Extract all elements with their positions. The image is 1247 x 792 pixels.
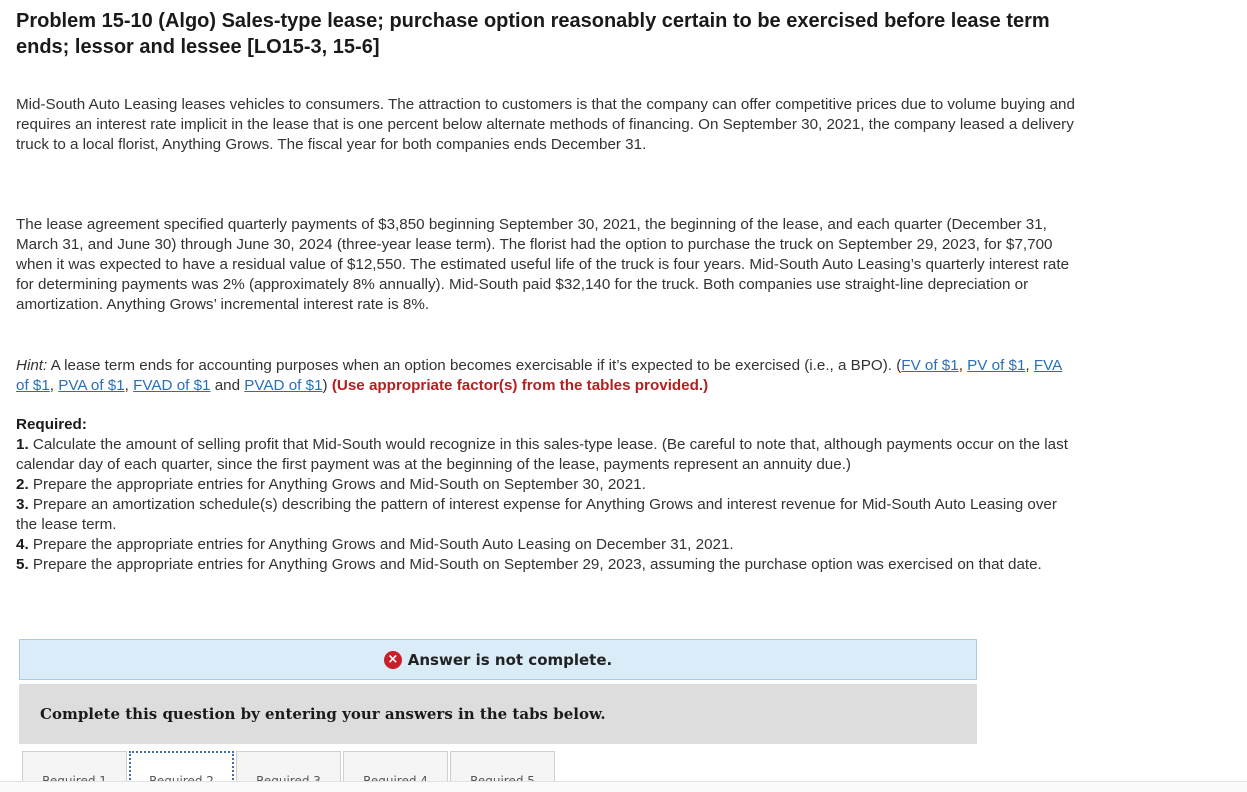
required-item-3: Prepare an amortization schedule(s) describing the pattern of interest expense for Anything Grows and interest revenue for Mid-South Auto Leasing over the lease term. [16,496,1057,533]
factor-warning: (Use appropriate factor(s) from the tables provided.) [331,377,709,394]
pv-table-link[interactable]: PV of $1 [967,357,1026,374]
hint-text: A lease term ends for accounting purposes when an option becomes exercisable if it’s expected to be exercised (i.e., a BPO). ( [47,357,902,374]
required-item-5: Prepare the appropriate entries for Anything Grows and Mid-South on September 29, 2023, assuming the purchase option was exercised on that date. [28,556,1042,573]
required-item-2: Prepare the appropriate entries for Anything Grows and Mid-South on September 30, 2021. [28,476,646,493]
required-item-5-num: 5. [16,556,29,573]
required-label: Required: [16,416,87,433]
page-bottom-divider [0,781,1247,792]
pva-table-link[interactable]: PVA of $1 [58,377,125,394]
intro-paragraph: Mid-South Auto Leasing leases vehicles to consumers. The attraction to customers is that the company can offer competitive prices due to volume buying and requires an interest rate implicit in the lease that is one percent below alternate methods of financing. On September 30, 2021, the company leased a delivery truck to a local florist, Anything Grows. The fiscal year for both companies ends December 31. [16,96,1075,153]
lease-terms-paragraph: The lease agreement specified quarterly payments of $3,850 beginning September 30, 2021, the beginning of the lease, and each quarter (December 31, March 31, and June 30) through June 30, 2024 (three-year lease term). The florist had the option to purchase the truck on September 29, 2023, for $7,700 when it was expected to have a residual value of $12,550. The estimated useful life of the truck is four years. Mid-South Auto Leasing’s quarterly interest rate for determining payments was 2% (approximately 8% annually). Mid-South paid $32,140 for the truck. Both companies use straight-line depreciation or amortization. Anything Grows’ incremental interest rate is 8%. [16,216,1070,313]
required-item-1-num: 1. [16,436,29,453]
fv-table-link[interactable]: FV of $1 [901,357,959,374]
problem-title: Problem 15-10 (Algo) Sales-type lease; purchase option reasonably certain to be exercised before lease term ends; lessor and lessee [LO15-3, 15-6] [16,10,1050,58]
answer-status-banner [19,639,977,680]
pvad-table-link[interactable]: PVAD of $1 [244,377,323,394]
error-x-icon: × [384,651,402,669]
hint-paragraph: Hint: A lease term ends for accounting purposes when an option becomes exercisable if it’s expected to be exercised (i.e., a BPO). (FV of $1, PV of $1, FVA of $1, PVA of $1, FVAD of $1 and PVAD of $1) (Use appropriate factor(s) from the tables provided.) [16,357,1063,394]
required-item-4: Prepare the appropriate entries for Anything Grows and Mid-South Auto Leasing on December 31, 2021. [28,536,734,553]
instruction-banner [19,684,977,744]
required-item-1: Calculate the amount of selling profit that Mid-South would recognize in this sales-type lease. (Be careful to note that, although payments occur on the last calendar day of each quarter, since the first payment was at the beginning of the lease, payments represent an annuity due.) [16,436,1068,473]
required-section [16,415,1076,575]
required-item-3-num: 3. [16,496,29,513]
hint-label: Hint: [16,357,48,374]
answer-status-text: Answer is not complete. [407,650,613,669]
required-item-2-num: 2. [16,476,29,493]
fva-table-link[interactable]: FVA of $1 [16,357,1063,394]
required-item-4-num: 4. [16,536,29,553]
instruction-text: Complete this question by entering your answers in the tabs below. [40,705,606,723]
fvad-table-link[interactable]: FVAD of $1 [133,377,211,394]
